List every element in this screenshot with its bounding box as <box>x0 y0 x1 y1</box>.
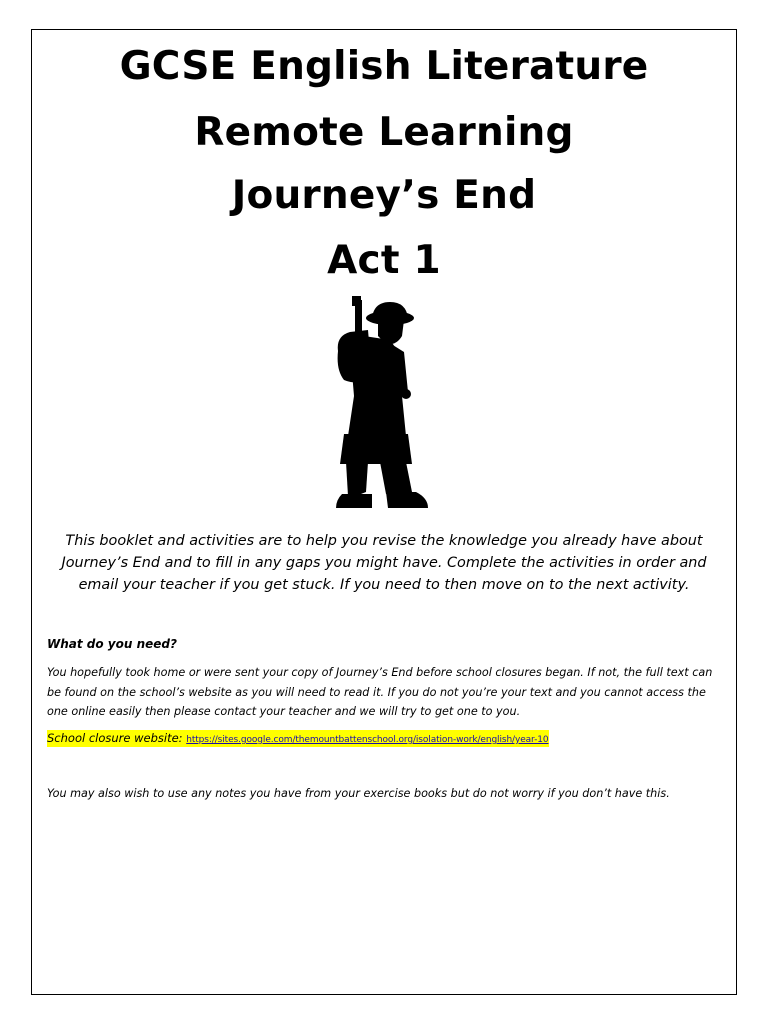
notes-paragraph: You may also wish to use any notes you have from your exercise books but do not worry if you don’t have this. <box>47 787 670 800</box>
title-line-2: Remote Learning <box>194 110 574 155</box>
intro-paragraph: This booklet and activities are to help you revise the knowledge you already have about Journey’s End and to fill in any gaps you might have. Complete the activities in order and email your teacher if you get stuck. If you need to then move on to the next activity. <box>61 533 707 593</box>
website-label: School closure website: <box>47 731 183 745</box>
website-highlight <box>47 730 549 747</box>
soldier-silhouette-icon <box>328 296 438 508</box>
title-line-4: Act 1 <box>327 238 441 283</box>
section-heading-what-you-need: What do you need? <box>47 637 177 651</box>
school-closure-website-line <box>47 730 549 748</box>
school-closure-website-link[interactable]: https://sites.google.com/themountbattenschool.org/isolation-work/english/year-10 <box>186 735 549 745</box>
what-you-need-paragraph: You hopefully took home or were sent your copy of Journey’s End before school closures began. If not, the full text can be found on the school’s website as you will need to read it. If you do not you’re your text and you cannot access the one online easily then please contact your teacher and we will try to get one to you. <box>47 666 713 718</box>
title-line-3: Journey’s End <box>231 173 537 218</box>
title-line-1: GCSE English Literature <box>119 44 649 89</box>
